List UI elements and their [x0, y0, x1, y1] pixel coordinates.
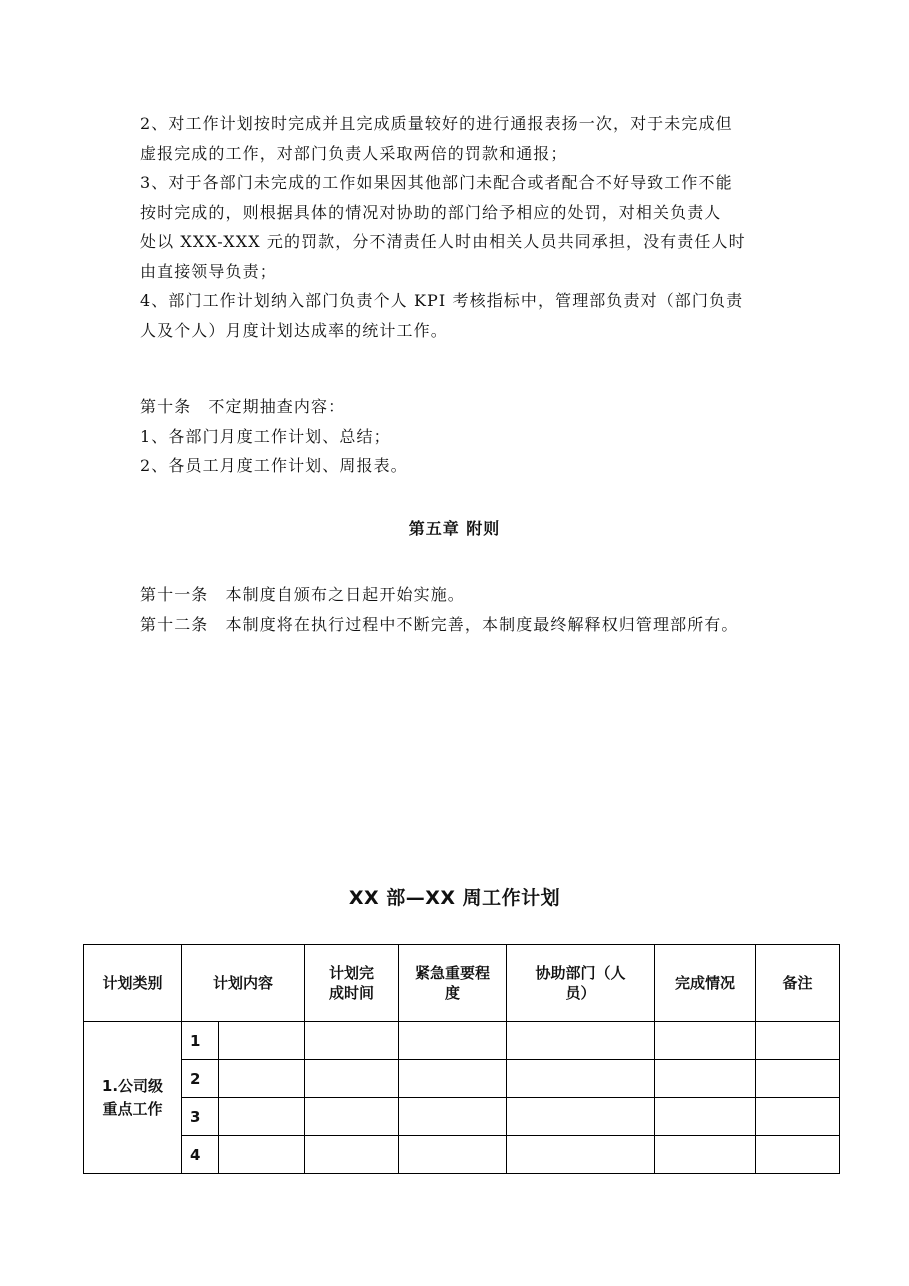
table-row: [84, 1060, 840, 1098]
chapter-heading: 第五章 附则: [408, 519, 501, 538]
table-title: XX 部—XX 周工作计划: [348, 887, 561, 909]
assist-cell[interactable]: [507, 1022, 655, 1060]
paragraph-line: 1、各部门月度工作计划、总结；: [140, 426, 391, 446]
status-cell[interactable]: [655, 1060, 756, 1098]
due-time-cell[interactable]: [305, 1098, 399, 1136]
content-cell[interactable]: [219, 1060, 305, 1098]
remark-cell[interactable]: [756, 1098, 840, 1136]
header-content: 计划内容: [182, 945, 305, 1022]
assist-cell[interactable]: [507, 1098, 655, 1136]
group-label-text: 1.公司级重点工作: [101, 1076, 164, 1118]
paragraph-line: 2、对工作计划按时完成并且完成质量较好的进行通报表扬一次，对于未完成但: [140, 114, 733, 133]
table-row: [84, 1022, 840, 1060]
paragraph-line: 第十二条 本制度将在执行过程中不断完善，本制度最终解释权归管理部所有。: [140, 614, 739, 634]
header-assist: [507, 945, 655, 1022]
row-number: 3: [182, 1098, 219, 1136]
group-label-cell: [84, 1022, 182, 1174]
header-assist-text: 协助部门（人员）: [535, 964, 626, 1002]
due-time-cell[interactable]: [305, 1060, 399, 1098]
paragraph-line: 人及个人）月度计划达成率的统计工作。: [140, 320, 448, 340]
due-time-cell[interactable]: [305, 1022, 399, 1060]
priority-cell[interactable]: [399, 1136, 507, 1174]
priority-cell[interactable]: [399, 1022, 507, 1060]
remark-cell[interactable]: [756, 1136, 840, 1174]
header-remark: 备注: [756, 945, 840, 1022]
status-cell[interactable]: [655, 1098, 756, 1136]
row-number: 1: [182, 1022, 219, 1060]
header-priority-text: 紧急重要程度: [414, 964, 490, 1002]
assist-cell[interactable]: [507, 1136, 655, 1174]
priority-cell[interactable]: [399, 1060, 507, 1098]
remark-cell[interactable]: [756, 1022, 840, 1060]
paragraph-line: 虚报完成的工作，对部门负责人采取两倍的罚款和通报；: [140, 143, 568, 163]
status-cell[interactable]: [655, 1136, 756, 1174]
paragraph-line: 4、部门工作计划纳入部门负责个人 KPI 考核指标中，管理部负责对（部门负责: [140, 291, 744, 310]
supplementary-articles-block: [140, 580, 780, 639]
paragraph-line: 第十条 不定期抽查内容：: [140, 397, 346, 416]
header-due-time-text: 计划完成时间: [328, 964, 374, 1002]
priority-cell[interactable]: [399, 1098, 507, 1136]
header-status: 完成情况: [655, 945, 756, 1022]
content-cell[interactable]: [219, 1136, 305, 1174]
paragraph-line: 由直接领导负责；: [140, 261, 277, 281]
table-header-row: [84, 945, 840, 1022]
weekly-plan-table: [83, 944, 840, 1174]
article-ten-block: [140, 392, 780, 481]
header-priority: [399, 945, 507, 1022]
status-cell[interactable]: [655, 1022, 756, 1060]
header-due-time: [305, 945, 399, 1022]
row-number: 2: [182, 1060, 219, 1098]
table-row: [84, 1098, 840, 1136]
remark-cell[interactable]: [756, 1060, 840, 1098]
paragraph-line: 第十一条 本制度自颁布之日起开始实施。: [140, 585, 465, 604]
row-number: 4: [182, 1136, 219, 1174]
due-time-cell[interactable]: [305, 1136, 399, 1174]
assist-cell[interactable]: [507, 1060, 655, 1098]
content-cell[interactable]: [219, 1022, 305, 1060]
content-cell[interactable]: [219, 1098, 305, 1136]
paragraph-line: 3、对于各部门未完成的工作如果因其他部门未配合或者配合不好导致工作不能: [140, 173, 733, 192]
table-row: [84, 1136, 840, 1174]
paragraph-line: 处以 XXX-XXX 元的罚款，分不清责任人时由相关人员共同承担，没有责任人时: [140, 232, 746, 251]
header-category: 计划类别: [84, 945, 182, 1022]
paragraph-line: 2、各员工月度工作计划、周报表。: [140, 456, 408, 475]
paragraph-line: 按时完成的，则根据具体的情况对协助的部门给予相应的处罚，对相关负责人: [140, 202, 722, 222]
rules-paragraph-block: [140, 109, 780, 345]
